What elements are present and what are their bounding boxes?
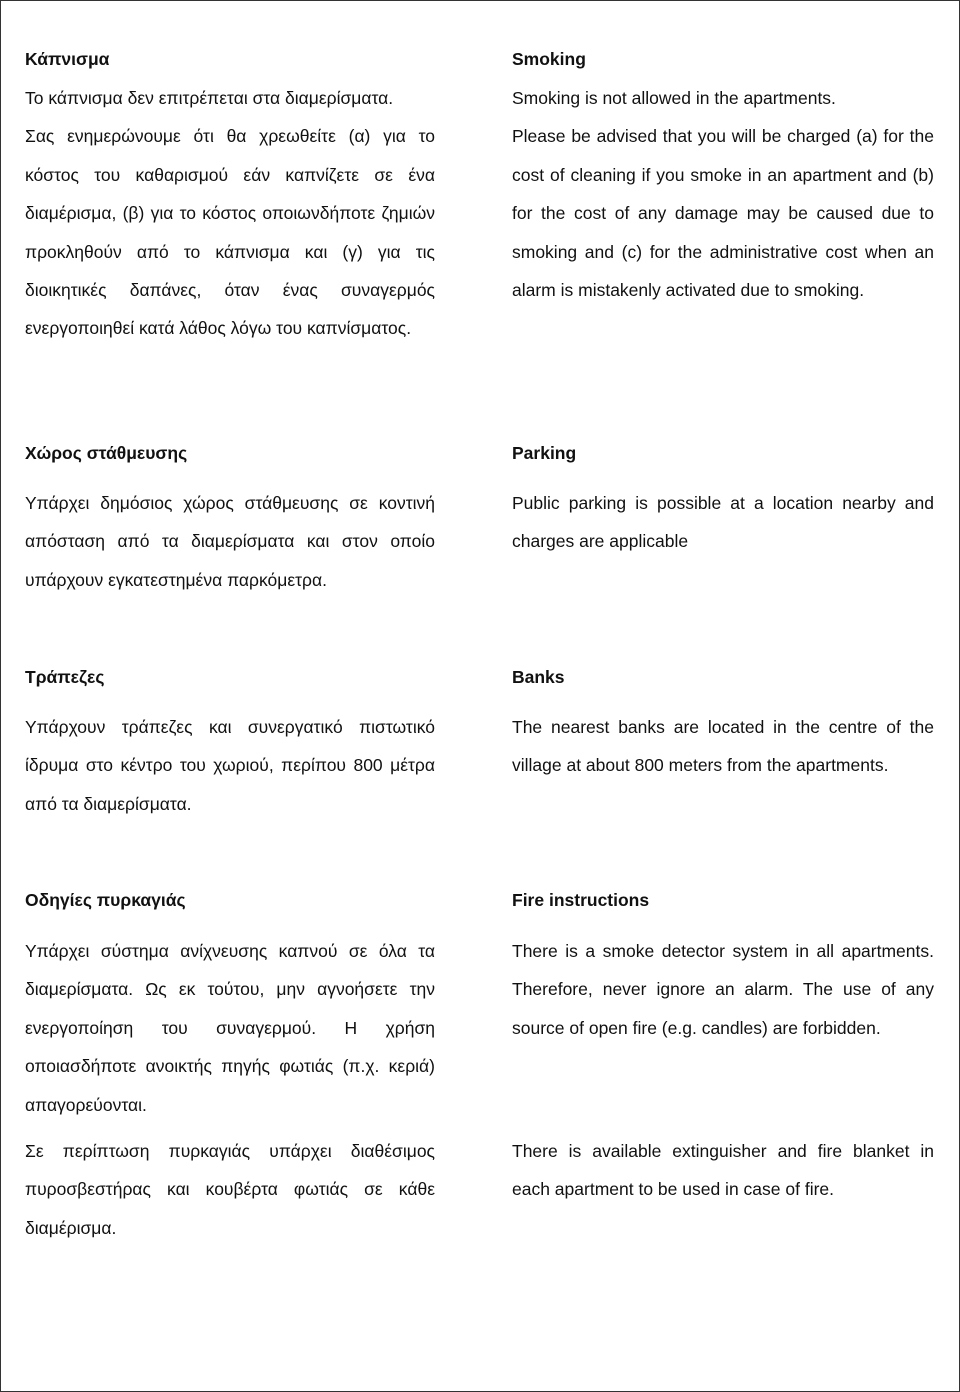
smoking-paragraph-english-1: Smoking is not allowed in the apartments. — [512, 88, 836, 108]
banks-section-english — [512, 666, 934, 785]
fire-section-english — [512, 889, 934, 1047]
smoking-heading-greek: Κάπνισμα — [25, 49, 110, 69]
parking-paragraph-greek: Υπάρχει δημόσιος χώρος στάθμευσης σε κοντινή απόσταση από τα διαμερίσματα και στον οποίο υπάρχουν εγκατεστημένα παρκόμετρα. — [25, 493, 435, 590]
parking-section-greek — [25, 442, 435, 599]
smoking-heading-english: Smoking — [512, 49, 586, 69]
fire-paragraph-greek-1: Υπάρχει σύστημα ανίχνευσης καπνού σε όλα τα διαμερίσματα. Ως εκ τούτου, μην αγνοήσετε την ενεργοποίηση του συναγερμού. Η χρήση οποιασδήποτε ανοικτής πηγής φωτιάς (π.χ. κεριά) απαγορεύονται. — [25, 941, 435, 1115]
fire-paragraph-english-2: There is available extinguisher and fire blanket in each apartment to be used in case of fire. — [512, 1141, 934, 1200]
smoking-section-greek — [25, 48, 435, 348]
smoking-paragraph-greek-1: Το κάπνισμα δεν επιτρέπεται στα διαμερίσματα. — [25, 88, 394, 108]
fire-extinguisher-greek — [25, 1132, 435, 1247]
banks-paragraph-greek: Υπάρχουν τράπεζες και συνεργατικό πιστωτικό ίδρυμα στο κέντρο του χωριού, περίπου 800 μέτρα από τα διαμερίσματα. — [25, 717, 435, 814]
fire-section-greek — [25, 889, 435, 1124]
fire-paragraph-greek-2: Σε περίπτωση πυρκαγιάς υπάρχει διαθέσιμος πυροσβεστήρας και κουβέρτα φωτιάς σε κάθε διαμέρισμα. — [25, 1141, 435, 1238]
parking-heading-greek: Χώρος στάθμευσης — [25, 443, 188, 463]
banks-section-greek — [25, 666, 435, 823]
smoking-paragraph-english-2: Please be advised that you will be charged (a) for the cost of cleaning if you smoke in an apartment and (b) for the cost of any damage may be caused due to smoking and (c) for the administrative cost when an alarm is mistakenly activated due to smoking. — [512, 126, 934, 301]
parking-heading-english: Parking — [512, 443, 577, 463]
banks-heading-english: Banks — [512, 667, 565, 687]
parking-section-english — [512, 442, 934, 561]
parking-paragraph-english: Public parking is possible at a location nearby and charges are applicable — [512, 493, 934, 552]
banks-paragraph-english: The nearest banks are located in the centre of the village at about 800 meters from the apartments. — [512, 717, 934, 776]
banks-heading-greek: Τράπεζες — [25, 667, 105, 687]
smoking-section-english — [512, 48, 934, 309]
smoking-paragraph-greek-2: Σας ενημερώνουμε ότι θα χρεωθείτε (α) για το κόστος του καθαρισμού εάν καπνίζετε σε ένα διαμέρισμα, (β) για το κόστος οποιωνδήποτε ζημιών προκληθούν από το κάπνισμα και (γ) για τις διοικητικές δαπάνες, όταν ένας συναγερμός ενεργοποιηθεί κατά λάθος λόγω του καπνίσματος. — [25, 126, 435, 339]
fire-paragraph-english-1: There is a smoke detector system in all apartments. Therefore, never ignore an alarm. The use of any source of open fire (e.g. candles) are forbidden. — [512, 941, 934, 1038]
fire-heading-english: Fire instructions — [512, 890, 650, 910]
fire-extinguisher-english — [512, 1132, 934, 1209]
fire-heading-greek: Οδηγίες πυρκαγιάς — [25, 890, 186, 910]
